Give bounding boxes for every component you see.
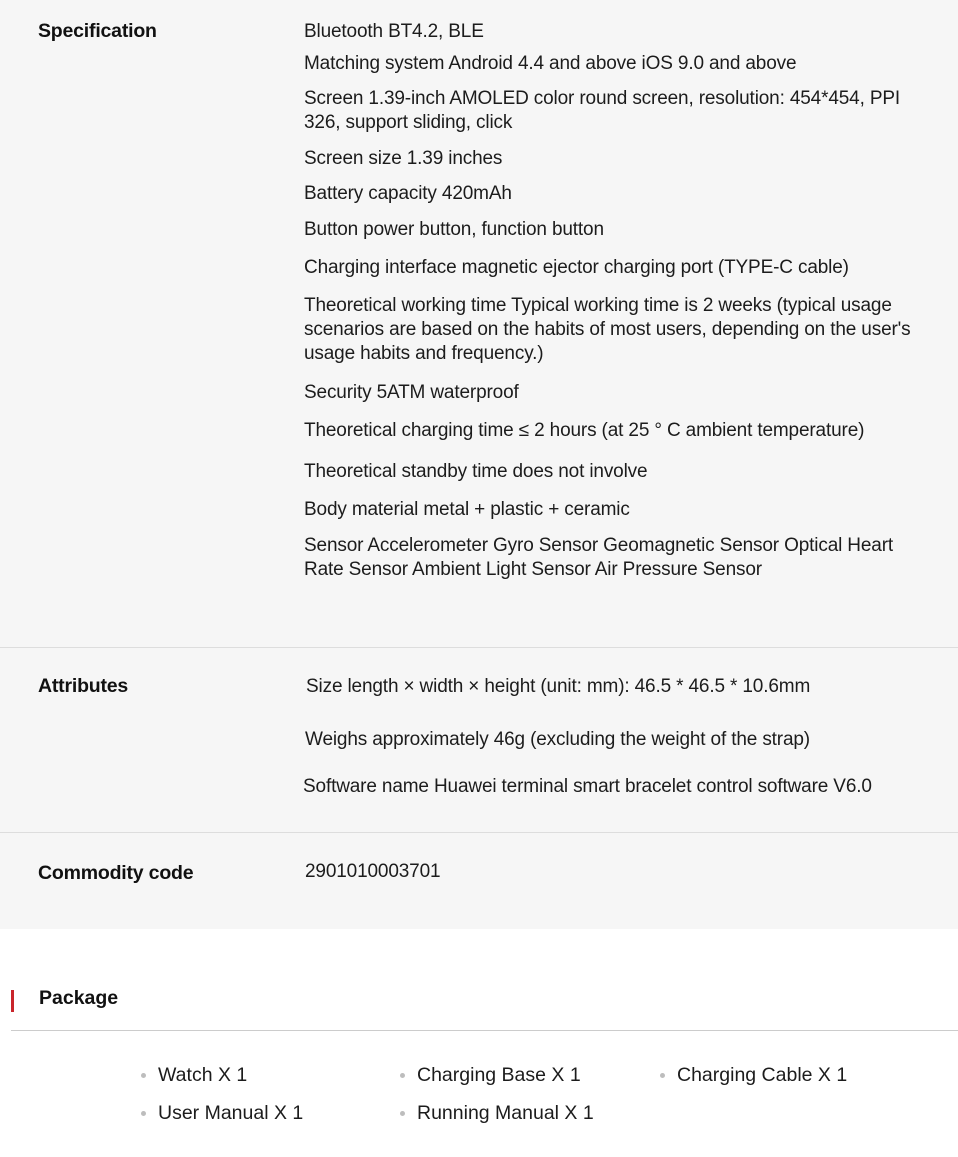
spec-line-security: Security 5ATM waterproof xyxy=(304,382,519,403)
spec-line-button: Button power button, function button xyxy=(304,219,604,240)
package-item: User Manual X 1 xyxy=(141,1102,303,1125)
spec-line-standby: Theoretical standby time does not involve xyxy=(304,461,648,482)
attr-line-size: Size length × width × height (unit: mm): 46.5 * 46.5 * 10.6mm xyxy=(306,676,811,697)
spec-line-charging-interface: Charging interface magnetic ejector charging port (TYPE-C cable) xyxy=(304,257,849,278)
spec-line-bluetooth: Bluetooth BT4.2, BLE xyxy=(304,21,484,42)
spec-line-screen-size: Screen size 1.39 inches xyxy=(304,148,503,169)
attributes-label: Attributes xyxy=(38,675,129,697)
spec-line-working-time: Theoretical working time Typical working time is 2 weeks (typical usage scenarios are based on the habits of most users, depending on the user's usage habits and frequency.) xyxy=(304,295,911,364)
package-header xyxy=(0,980,958,1030)
bullet-icon xyxy=(400,1073,405,1078)
package-item: Running Manual X 1 xyxy=(400,1102,594,1125)
spec-label: Specification xyxy=(38,20,157,42)
bullet-icon xyxy=(400,1111,405,1116)
spec-line-screen: Screen 1.39-inch AMOLED color round screen, resolution: 454*454, PPI 326, support sliding, click xyxy=(304,88,901,133)
spec-row-attributes xyxy=(0,648,958,832)
package-divider xyxy=(11,1030,958,1031)
spec-line-body-material: Body material metal + plastic + ceramic xyxy=(304,499,630,520)
package-item: Charging Cable X 1 xyxy=(660,1064,847,1087)
bullet-icon xyxy=(660,1073,665,1078)
spec-line-battery: Battery capacity 420mAh xyxy=(304,183,512,204)
package-item: Charging Base X 1 xyxy=(400,1064,581,1087)
package-item: Watch X 1 xyxy=(141,1064,247,1087)
commodity-code-label: Commodity code xyxy=(38,862,194,884)
spec-line-sensor: Sensor Accelerometer Gyro Sensor Geomagnetic Sensor Optical Heart Rate Sensor Ambient Light Sensor Air Pressure Sensor xyxy=(304,535,894,580)
spec-row-commodity-code xyxy=(0,833,958,929)
attr-line-software: Software name Huawei terminal smart bracelet control software V6.0 xyxy=(303,776,872,797)
bullet-icon xyxy=(141,1073,146,1078)
package-title: Package xyxy=(39,987,119,1009)
commodity-code-value: 2901010003701 xyxy=(305,861,441,882)
attr-line-weight: Weighs approximately 46g (excluding the weight of the strap) xyxy=(305,729,810,750)
bullet-icon xyxy=(141,1111,146,1116)
package-accent-bar xyxy=(11,990,14,1012)
spec-line-charging-time: Theoretical charging time ≤ 2 hours (at 25 ° C ambient temperature) xyxy=(304,420,865,441)
spec-line-system: Matching system Android 4.4 and above iOS 9.0 and above xyxy=(304,53,797,74)
